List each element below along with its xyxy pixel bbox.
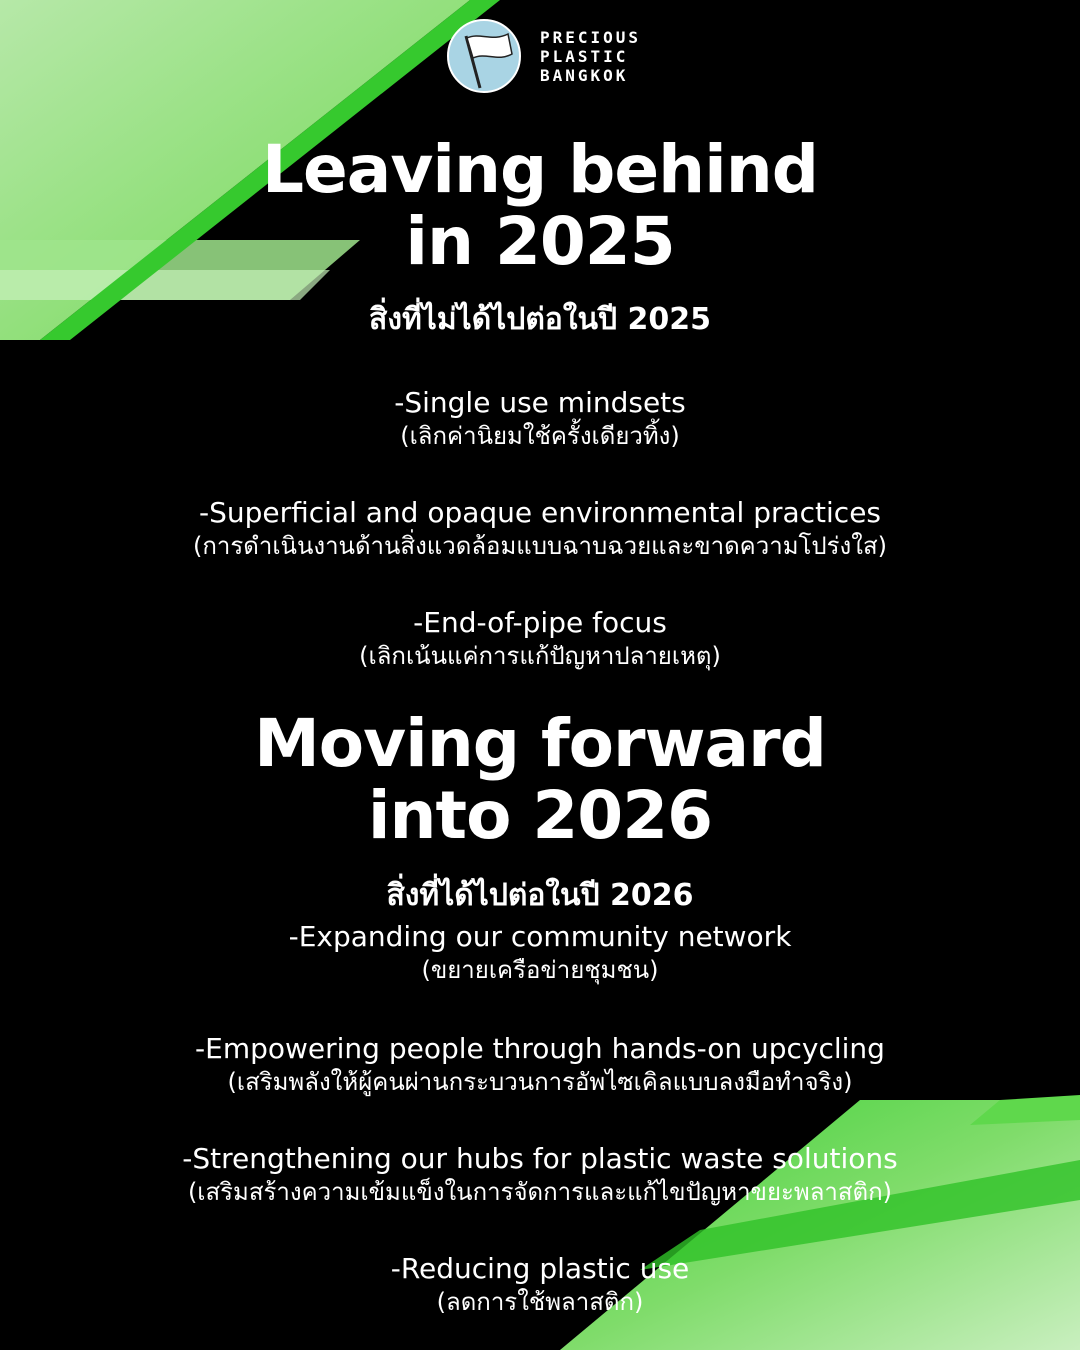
section2-title-line1: Moving forward xyxy=(254,705,826,782)
section2-item xyxy=(0,1142,1080,1208)
section2-item xyxy=(0,1032,1080,1098)
section2-item xyxy=(0,1252,1080,1318)
section1-item-th: (การดำเนินงานด้านสิ่งแวดล้อมแบบฉาบฉวยและขาดความโปร่งใส) xyxy=(193,532,887,560)
section1-item-en: -Single use mindsets xyxy=(394,386,686,419)
section2-title-line2: into 2026 xyxy=(367,777,713,854)
section2-item xyxy=(0,920,1080,986)
section1-subtitle: สิ่งที่ไม่ได้ไปต่อในปี 2025 xyxy=(369,302,711,337)
brand-name xyxy=(540,28,641,85)
section1-item-en: -Superficial and opaque environmental practices xyxy=(198,496,882,529)
section2-item-en: -Expanding our community network xyxy=(288,920,792,953)
section1-item-th: (เลิกเน้นแค่การแก้ปัญหาปลายเหตุ) xyxy=(359,642,721,670)
section2-item-en: -Reducing plastic use xyxy=(390,1252,690,1285)
section2-item-th: (เสริมสร้างความเข้มแข็งในการจัดการและแก้ไขปัญหาขยะพลาสติก) xyxy=(187,1178,893,1206)
section2-item-en: -Empowering people through hands-on upcycling xyxy=(195,1032,885,1065)
brand-line-3: BANGKOK xyxy=(540,65,629,85)
flag-logo-icon xyxy=(446,18,522,94)
section1-item xyxy=(0,496,1080,562)
section1-item xyxy=(0,606,1080,672)
brand-line-2: PLASTIC xyxy=(540,46,629,66)
section2-item-en: -Strengthening our hubs for plastic waste solutions xyxy=(182,1142,898,1175)
section1-item-en: -End-of-pipe focus xyxy=(413,606,667,639)
section2-subtitle: สิ่งที่ได้ไปต่อในปี 2026 xyxy=(386,878,694,913)
brand-logo xyxy=(446,18,641,94)
section1-title-line2: in 2025 xyxy=(405,203,675,280)
section2-item-th: (ลดการใช้พลาสติก) xyxy=(436,1288,644,1316)
section2-item-th: (เสริมพลังให้ผู้คนผ่านกระบวนการอัพไซเคิลแบบลงมือทำจริง) xyxy=(227,1068,853,1096)
section2-title xyxy=(0,705,1080,854)
section1-item-th: (เลิกค่านิยมใช้ครั้งเดียวทิ้ง) xyxy=(400,422,680,450)
section1-title-line1: Leaving behind xyxy=(261,131,819,208)
section2-item-th: (ขยายเครือข่ายชุมชน) xyxy=(421,956,659,984)
section1-title xyxy=(0,131,1080,280)
section1-item xyxy=(0,386,1080,452)
brand-line-1: PRECIOUS xyxy=(540,27,642,47)
